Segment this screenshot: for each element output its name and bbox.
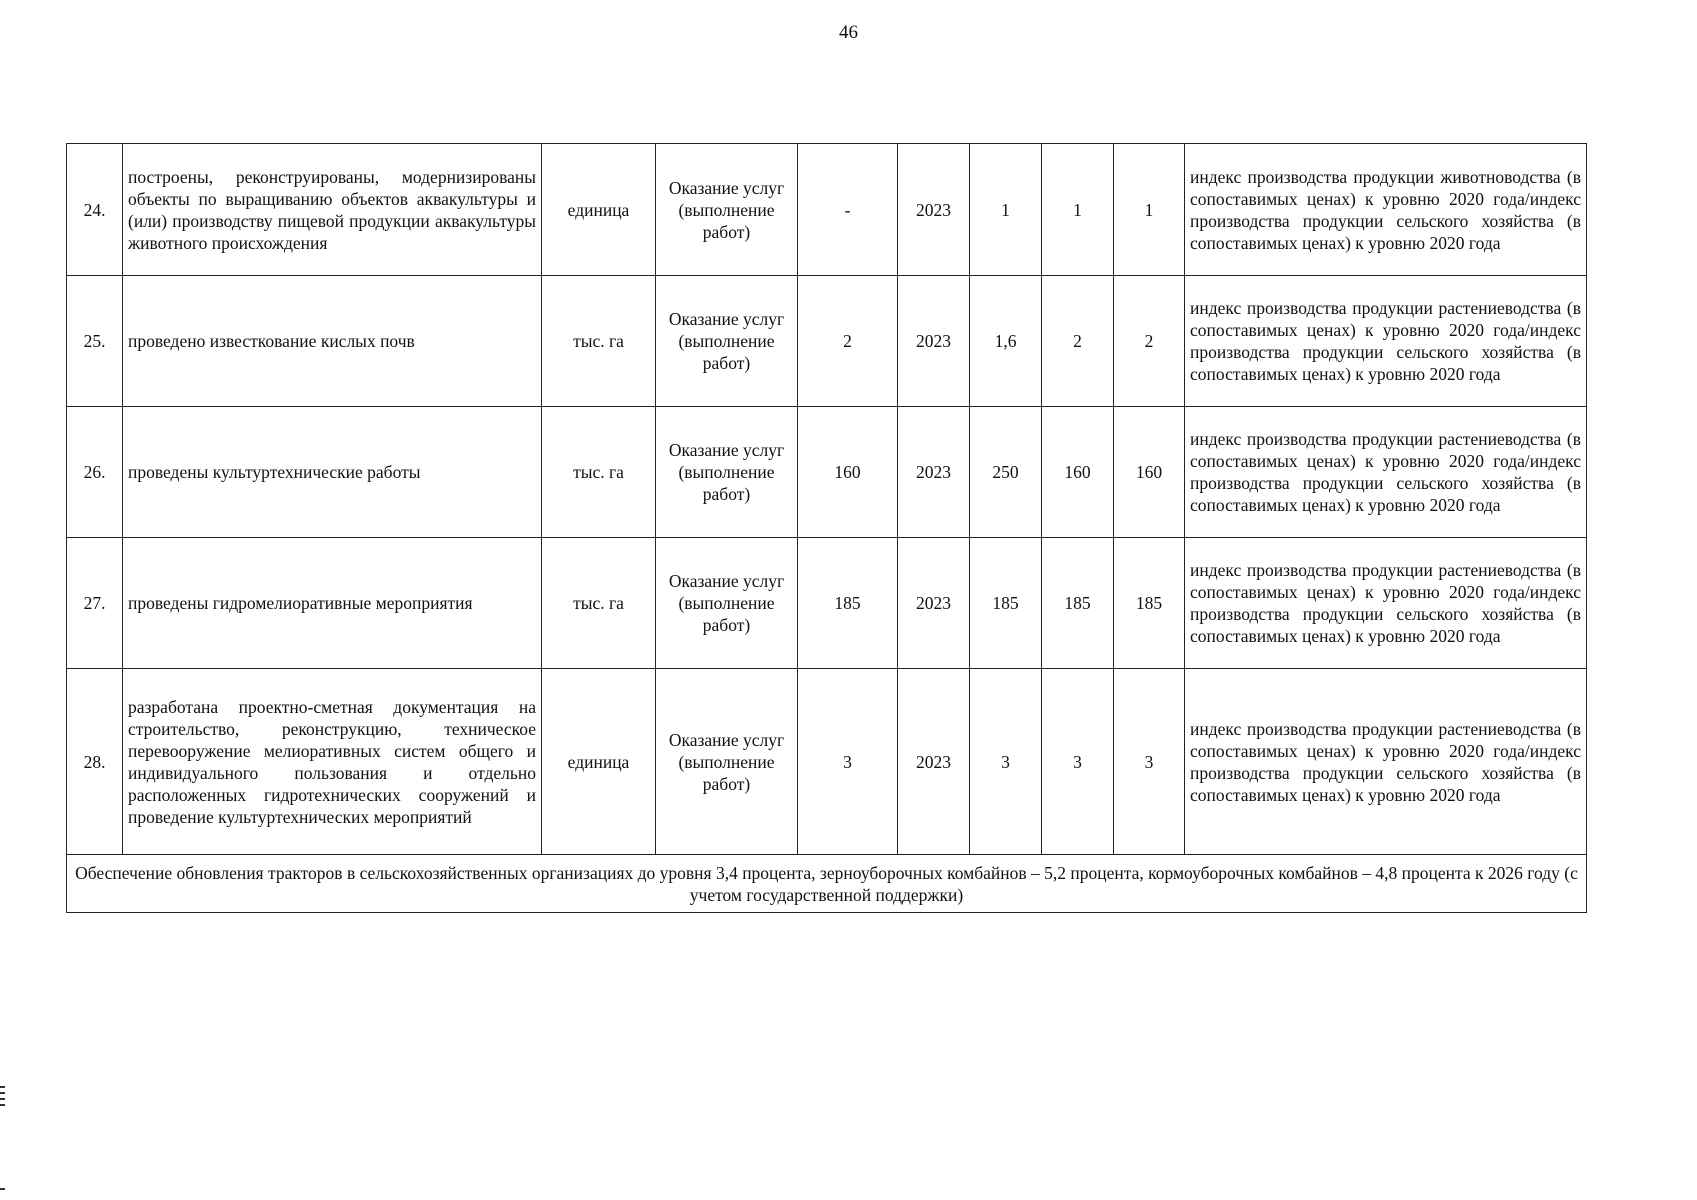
linked-indicator: индекс производства продукции растениеводства (в сопоставимых ценах) к уровню 2020 года/индекс производства продукции сельского хозяйства (в сопоставимых ценах) к уровню 2020 года <box>1185 538 1587 669</box>
linked-indicator: индекс производства продукции животноводства (в сопоставимых ценах) к уровню 2020 года/индекс производства продукции сельского хозяйства (в сопоставимых ценах) к уровню 2020 года <box>1185 144 1587 276</box>
unit-of-measure: тыс. га <box>542 276 656 407</box>
result-name: проведены гидромелиоративные мероприятия <box>123 538 542 669</box>
value-year-1: 3 <box>970 669 1042 855</box>
value-year-2: 2 <box>1042 276 1114 407</box>
result-name: проведено известкование кислых почв <box>123 276 542 407</box>
result-type: Оказание услуг (выполнение работ) <box>656 669 798 855</box>
row-number: 25. <box>67 276 123 407</box>
unit-of-measure: тыс. га <box>542 538 656 669</box>
value-year-1: 1,6 <box>970 276 1042 407</box>
result-type: Оказание услуг (выполнение работ) <box>656 538 798 669</box>
base-value: 3 <box>798 669 898 855</box>
row-number: 24. <box>67 144 123 276</box>
value-year-3: 2 <box>1114 276 1185 407</box>
table-row <box>67 669 1587 855</box>
row-number: 27. <box>67 538 123 669</box>
table-row <box>67 538 1587 669</box>
value-year-3: 1 <box>1114 144 1185 276</box>
value-year-1: 1 <box>970 144 1042 276</box>
linked-indicator: индекс производства продукции растениеводства (в сопоставимых ценах) к уровню 2020 года/индекс производства продукции сельского хозяйства (в сопоставимых ценах) к уровню 2020 года <box>1185 669 1587 855</box>
row-number: 26. <box>67 407 123 538</box>
scan-mark <box>0 1098 5 1100</box>
result-type: Оказание услуг (выполнение работ) <box>656 144 798 276</box>
goal-text: Обеспечение обновления тракторов в сельскохозяйственных организациях до уровня 3,4 процента, зерноуборочных комбайнов – 5,2 процента, кормоуборочных комбайнов – 4,8 процента к 2026 году (с учетом государственной поддержки) <box>67 855 1587 913</box>
base-value: 2 <box>798 276 898 407</box>
table-row <box>67 144 1587 276</box>
scan-mark <box>0 1086 5 1088</box>
base-year: 2023 <box>898 669 970 855</box>
result-name: построены, реконструированы, модернизированы объекты по выращиванию объектов аквакультуры и (или) производству пищевой продукции аквакультуры животного происхождения <box>123 144 542 276</box>
value-year-3: 160 <box>1114 407 1185 538</box>
value-year-2: 160 <box>1042 407 1114 538</box>
value-year-3: 3 <box>1114 669 1185 855</box>
result-type: Оказание услуг (выполнение работ) <box>656 276 798 407</box>
page-number: 46 <box>839 22 858 43</box>
result-type: Оказание услуг (выполнение работ) <box>656 407 798 538</box>
results-table <box>66 143 1587 913</box>
base-year: 2023 <box>898 407 970 538</box>
value-year-1: 250 <box>970 407 1042 538</box>
value-year-3: 185 <box>1114 538 1185 669</box>
unit-of-measure: тыс. га <box>542 407 656 538</box>
unit-of-measure: единица <box>542 669 656 855</box>
linked-indicator: индекс производства продукции растениеводства (в сопоставимых ценах) к уровню 2020 года/индекс производства продукции сельского хозяйства (в сопоставимых ценах) к уровню 2020 года <box>1185 407 1587 538</box>
base-value: 160 <box>798 407 898 538</box>
base-value: - <box>798 144 898 276</box>
row-number: 28. <box>67 669 123 855</box>
base-value: 185 <box>798 538 898 669</box>
result-name: разработана проектно-сметная документация на строительство, реконструкцию, техническое перевооружение мелиоративных систем общего и индивидуального пользования и отдельно расположенных гидротехнических сооружений и проведение культуртехнических мероприятий <box>123 669 542 855</box>
value-year-1: 185 <box>970 538 1042 669</box>
base-year: 2023 <box>898 144 970 276</box>
scan-mark <box>0 1188 5 1190</box>
scan-mark <box>0 1092 5 1094</box>
goal-row <box>67 855 1587 913</box>
table-row <box>67 276 1587 407</box>
value-year-2: 185 <box>1042 538 1114 669</box>
scan-mark <box>0 1104 5 1106</box>
value-year-2: 3 <box>1042 669 1114 855</box>
base-year: 2023 <box>898 538 970 669</box>
value-year-2: 1 <box>1042 144 1114 276</box>
base-year: 2023 <box>898 276 970 407</box>
result-name: проведены культуртехнические работы <box>123 407 542 538</box>
table-row <box>67 407 1587 538</box>
unit-of-measure: единица <box>542 144 656 276</box>
linked-indicator: индекс производства продукции растениеводства (в сопоставимых ценах) к уровню 2020 года/индекс производства продукции сельского хозяйства (в сопоставимых ценах) к уровню 2020 года <box>1185 276 1587 407</box>
